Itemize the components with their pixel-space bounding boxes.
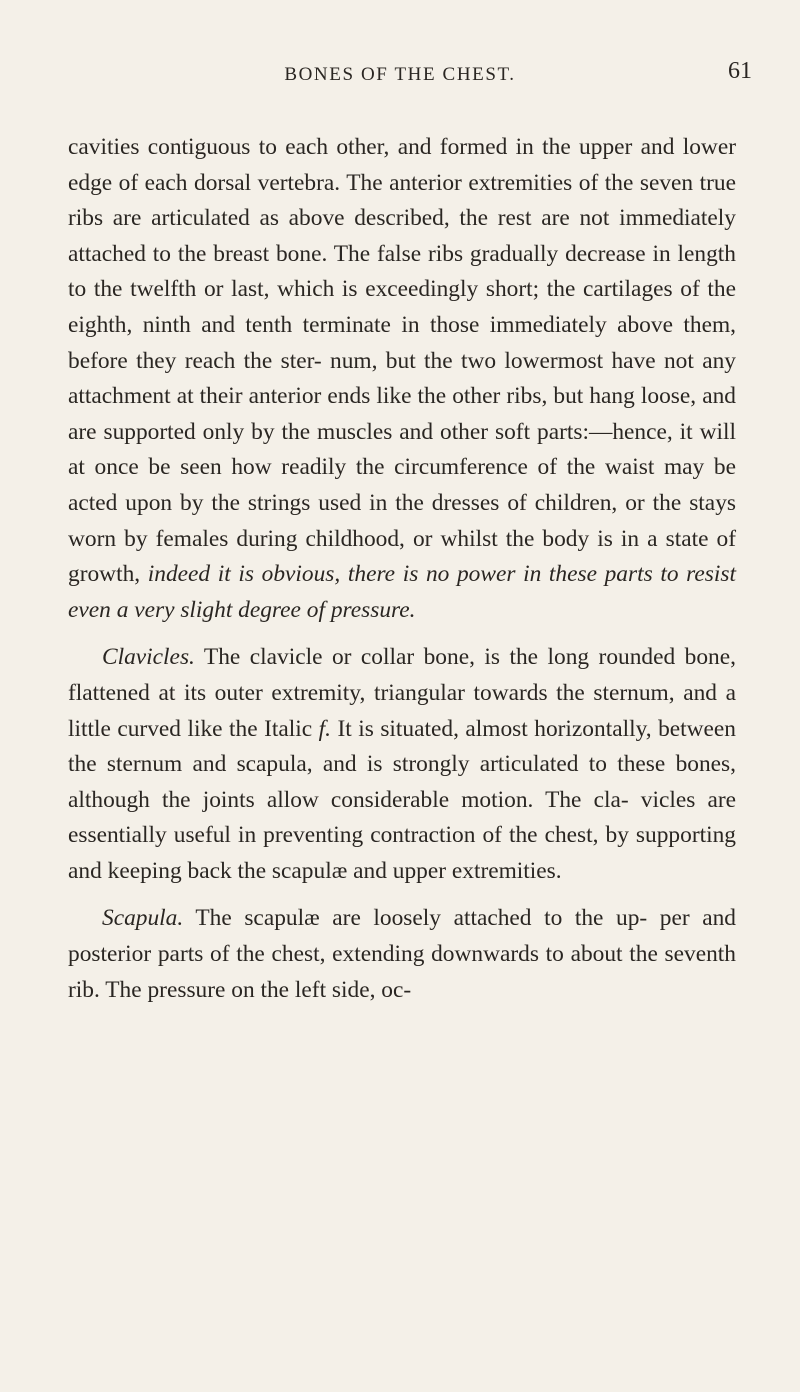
paragraph-scapula: [68, 901, 736, 1008]
body-text: [68, 130, 736, 1008]
paragraph-clavicles-italic-letter: f.: [318, 715, 331, 742]
paragraph-clavicles: [68, 640, 736, 889]
paragraph-clavicles-text-continued: It is situated, almost horizontally, between the sternum and scapula, and is strongly articulated to these bones, although the joints allow considerable motion. The cla- vicles are essentially useful in preventing contraction of the chest, by supporting and keeping back the scapulæ and upper extremities.: [68, 715, 737, 884]
page-number: 61: [728, 58, 752, 84]
paragraph-ribs-text: cavities contiguous to each other, and formed in the upper and lower edge of each dorsal vertebra. The anterior extremities of the seven true ribs are articulated as above described, the rest are not immediately attached to the breast bone. The false ribs gradually decrease in length to the twelfth or last, which is exceedingly short; the cartilages of the eighth, ninth and tenth terminate in those immediately above them, before they reach the ster- num, but the two lowermost have not any attachment at their anterior ends like the other ribs, but hang loose, and are supported only by the muscles and other soft parts:—hence, it will at once be seen how readily the circumference of the waist may be acted upon by the strings used in the dresses of children, or the stays worn by females during childhood, or whilst the body is in a state of growth,: [68, 134, 736, 588]
paragraph-clavicles-heading: Clavicles.: [102, 644, 195, 671]
paragraph-scapula-heading: Scapula.: [102, 905, 184, 932]
running-head-title: BONES OF THE CHEST.: [284, 64, 516, 85]
running-head: [0, 58, 800, 98]
paragraph-ribs: [68, 130, 736, 628]
paragraph-clavicles-text: The clavicle or collar bone, is the long rounded bone, flattened at its outer extremity, triangular towards the sternum, and a little curved like the Italic: [68, 644, 736, 742]
paragraph-scapula-text: The scapulæ are loosely attached to the up- per and posterior parts of the chest, extending downwards to about the seventh rib. The pressure on the left side, oc-: [68, 905, 736, 1003]
paragraph-ribs-italic: indeed it is obvious, there is no power in these parts to resist even a very slight degree of pressure.: [68, 561, 736, 623]
